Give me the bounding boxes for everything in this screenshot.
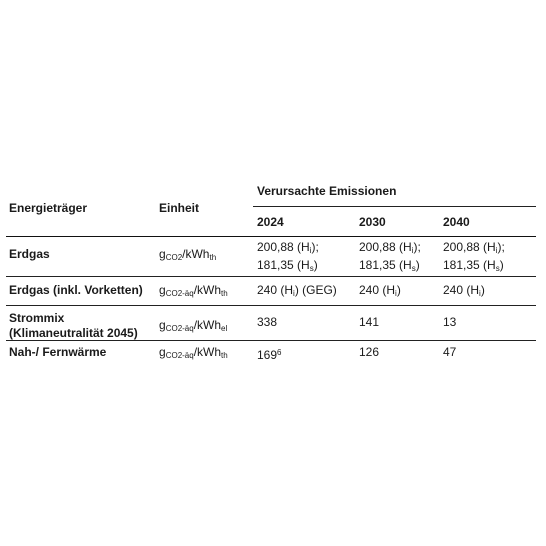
header-verursachte-emissionen: Verursachte Emissionen [257,184,397,198]
row-erdgas-carrier: Erdgas [9,247,50,261]
header-divider [6,236,536,237]
row-erdgas-2030: 200,88 $(H_i)$; 181,35 $(H_s)$ [359,240,421,273]
group-divider [253,206,536,207]
header-einheit: Einheit [159,201,200,215]
row-strommix-unit: $g_{CO2-äq}/kWh_{el}$ [159,318,228,333]
footnote-marker[interactable]: 6 [277,348,282,357]
row-erdgas-vorketten-unit: $g_{CO2-äq}/kWh_{th}$ [159,283,228,298]
header-energietraeger: Energieträger [9,201,88,215]
row-strommix-2040: 13 [443,315,457,329]
row-erdgas-unit: $g_{CO2}/kWh_{th}$ [159,247,217,262]
row-strommix-2024: 338 [257,315,278,329]
row-strommix-carrier: Strommix (Klimaneutralität 2045) [9,311,138,340]
row-erdgas-vorketten-carrier: Erdgas (inkl. Vorketten) [9,283,143,297]
row-erdgas-vorketten-2030: 240 $(H_i)$ [359,283,401,298]
row-divider-1 [6,276,536,277]
row-erdgas-2024: 200,88 $(H_i)$; 181,35 $(H_s)$ [257,240,319,273]
row-erdgas-vorketten-2024: 240 $(H_i)$ (GEG) [257,283,337,298]
row-fernwaerme-carrier: Nah-/ Fernwärme [9,345,107,359]
row-fernwaerme-2030: 126 [359,345,380,359]
header-year-2040: 2040 [443,215,470,229]
header-year-2024: 2024 [257,215,284,229]
row-erdgas-2040: 200,88 $(H_i)$; 181,35 $(H_s)$ [443,240,505,273]
row-fernwaerme-unit: $g_{CO2-äq}/kWh_{th}$ [159,345,228,360]
row-strommix-2030: 141 [359,315,380,329]
row-divider-3 [6,340,536,341]
row-fernwaerme-2040: 47 [443,345,457,359]
row-fernwaerme-2024: $169^6$ [257,348,282,362]
row-divider-2 [6,305,536,306]
header-year-2030: 2030 [359,215,386,229]
row-erdgas-vorketten-2040: 240 $(H_i)$ [443,283,485,298]
